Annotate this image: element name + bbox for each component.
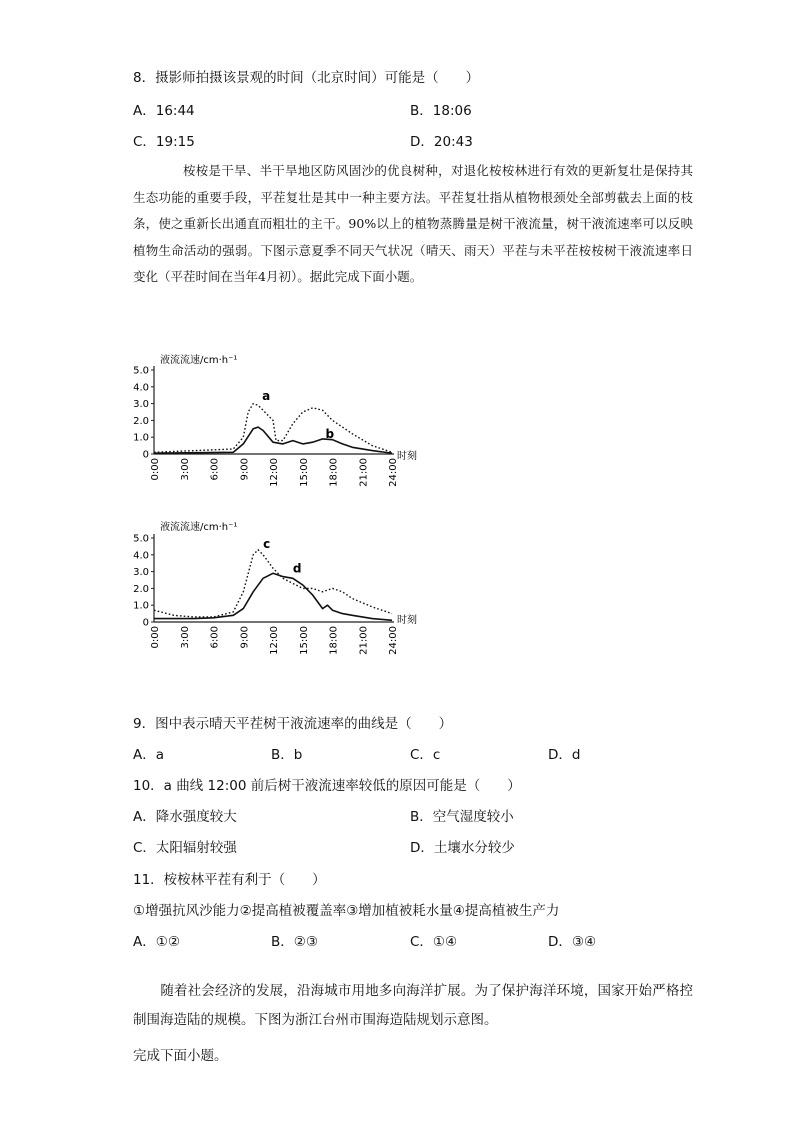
question-9-stem: 9．图中表示晴天平茬树干液流速率的曲线是（ ） xyxy=(133,716,453,732)
q10-option-a[interactable]: A．降水强度较大 xyxy=(133,809,237,825)
q9-option-d[interactable]: D．d xyxy=(548,747,581,763)
chart2-x-tick-label: 24:00 xyxy=(388,626,399,655)
reading-passage-1: 桉桉是干旱、半干旱地区防风固沙的优良树种，对退化桉桉林进行有效的更新复壮是保持其生态功能的重要手段，平茬复壮是其中一种主要方法。平茬复壮指从植物根颈处全部剪截去上面的枝条，使之重新长出通直而粗壮的主干。90%以上的植物蒸腾量是树干液流量，树干液流速率可以反映植物生命活动的强弱。下图示意夏季不同天气状况（晴天、雨天）平茬与未平茬桉桉树干液流速率日变化（平茬时间在当年4月初）。据此完成下面小题。 xyxy=(133,163,693,284)
reading-passage-2: 随着社会经济的发展，沿海城市用地多向海洋扩展。为了保护海洋环境，国家开始严格控制围海造陆的规模。下图为浙江台州市围海造陆规划示意图。 xyxy=(133,983,693,1028)
chart1-series-b-label: b xyxy=(325,427,335,442)
chart1-xlabel: 时刻 xyxy=(397,451,417,462)
chart2-series-d-line xyxy=(154,573,392,620)
question-11-stem: 11．桉桉林平茬有利于（ ） xyxy=(133,872,326,888)
chart2-y-tick-label: 3.0 xyxy=(133,567,149,579)
chart1-y-tick-label: 1.0 xyxy=(133,432,149,444)
chart1-x-tick-label: 24:00 xyxy=(388,458,399,487)
chart1-series-a-line xyxy=(154,404,392,453)
chart1-series-b-line xyxy=(154,427,392,453)
chart1-x-tick-label: 15:00 xyxy=(298,458,310,487)
chart2-ylabel: 液流流速/cm·h⁻¹ xyxy=(160,522,238,533)
q8-option-b[interactable]: B．18:06 xyxy=(410,103,472,119)
q9-option-b[interactable]: B．b xyxy=(271,747,303,763)
chart2-x-tick-label: 9:00 xyxy=(239,626,251,649)
chart1-x-tick-label: 9:00 xyxy=(239,458,251,481)
chart2-x-tick-label: 0:00 xyxy=(150,626,161,649)
chart1-series-a-label: a xyxy=(262,389,271,404)
chart1-y-tick-label: 3.0 xyxy=(133,399,149,411)
q11-option-d[interactable]: D．③④ xyxy=(548,934,597,950)
chart1-x-tick-label: 21:00 xyxy=(358,458,370,487)
chart1-x-tick-label: 12:00 xyxy=(269,458,280,487)
chart-rainy-day xyxy=(133,515,440,665)
q9-option-a[interactable]: A．a xyxy=(133,747,165,763)
chart2-series-c-label: c xyxy=(263,537,271,552)
chart2-x-tick-label: 15:00 xyxy=(298,626,310,655)
q10-option-b[interactable]: B．空气湿度较小 xyxy=(410,809,514,825)
chart1-ylabel: 液流流速/cm·h⁻¹ xyxy=(160,355,238,366)
q11-option-c[interactable]: C．①④ xyxy=(410,934,458,950)
q9-option-c[interactable]: C．c xyxy=(410,747,441,763)
chart2-y-tick-label: 2.0 xyxy=(133,583,149,595)
chart2-series-c-line xyxy=(154,550,392,617)
chart2-x-tick-label: 18:00 xyxy=(328,626,340,655)
chart1-x-tick-label: 6:00 xyxy=(209,458,221,481)
chart2-xlabel: 时刻 xyxy=(397,615,417,626)
q10-option-d[interactable]: D．土壤水分较少 xyxy=(410,840,515,856)
question-10-stem: 10．a 曲线 12:00 前后树干液流速率较低的原因可能是（ ） xyxy=(133,778,521,794)
chart2-y-tick-label: 4.0 xyxy=(133,550,149,562)
chart2-x-tick-label: 12:00 xyxy=(269,626,280,655)
q8-option-c[interactable]: C．19:15 xyxy=(133,134,195,150)
chart1-y-tick-label: 0 xyxy=(142,449,149,461)
chart2-series-d-label: d xyxy=(292,561,302,576)
chart2-y-tick-label: 0 xyxy=(142,617,149,629)
q11-statements: ①增强抗风沙能力②提高植被覆盖率③增加植被耗水量④提高植被生产力 xyxy=(133,903,560,919)
chart2-y-tick-label: 1.0 xyxy=(133,600,149,612)
passage-2-instruction: 完成下面小题。 xyxy=(133,1048,228,1064)
chart-sunny-day xyxy=(133,348,440,498)
q11-option-b[interactable]: B．②③ xyxy=(271,934,318,950)
chart1-x-tick-label: 3:00 xyxy=(179,458,191,481)
chart1-y-tick-label: 4.0 xyxy=(133,382,149,394)
chart1-y-tick-label: 5.0 xyxy=(133,365,149,377)
question-8-stem: 8．摄影师拍摄该景观的时间（北京时间）可能是（ ） xyxy=(133,70,480,86)
q8-option-a[interactable]: A．16:44 xyxy=(133,103,195,119)
q10-option-c[interactable]: C．太阳辐射较强 xyxy=(133,840,237,856)
chart1-x-tick-label: 18:00 xyxy=(328,458,340,487)
chart2-x-tick-label: 3:00 xyxy=(179,626,191,649)
q11-option-a[interactable]: A．①② xyxy=(133,934,180,950)
q8-option-d[interactable]: D．20:43 xyxy=(410,134,473,150)
chart1-y-tick-label: 2.0 xyxy=(133,415,149,427)
chart1-x-tick-label: 0:00 xyxy=(150,458,161,481)
chart2-x-tick-label: 21:00 xyxy=(358,626,370,655)
chart2-y-tick-label: 5.0 xyxy=(133,533,149,545)
chart2-x-tick-label: 6:00 xyxy=(209,626,221,649)
